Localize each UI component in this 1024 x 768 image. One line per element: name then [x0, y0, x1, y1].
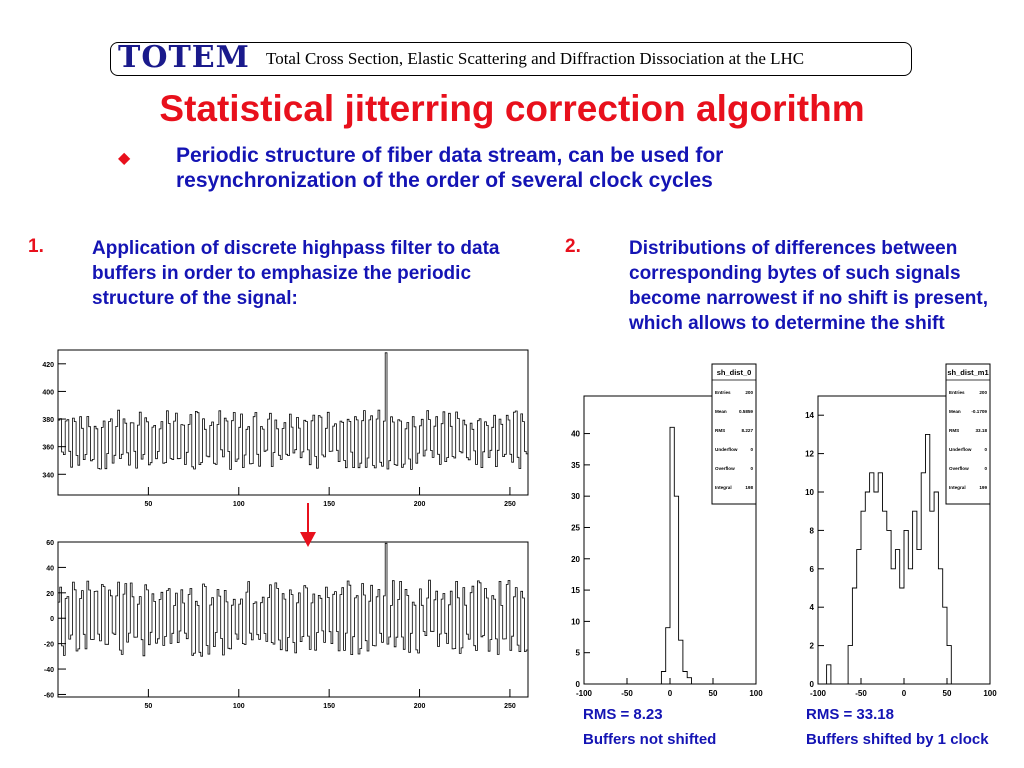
y-tick-label: 20: [571, 554, 580, 564]
stats-key: Mean: [715, 409, 727, 414]
x-tick-label: 100: [983, 689, 997, 698]
item-1-text: Application of discrete highpass filter to data buffers in order to emphasize the periodic structure of the signal:: [92, 238, 500, 309]
stats-key: Underflow: [715, 447, 738, 452]
item-2-number: 2.: [565, 236, 581, 257]
stats-value: 0: [750, 447, 753, 452]
x-tick-label: 100: [749, 689, 763, 698]
stats-title: sh_dist_0: [716, 368, 752, 377]
y-tick-label: 4: [809, 603, 814, 613]
diamond-bullet-icon: ◆: [118, 150, 131, 167]
y-tick-label: 0: [809, 680, 814, 689]
header-subtitle: Total Cross Section, Elastic Scattering and Diffraction Dissociation at the LHC: [266, 49, 805, 68]
x-tick-label: 150: [323, 501, 335, 508]
x-tick-label: 250: [504, 501, 516, 508]
y-tick-label: 10: [571, 617, 580, 627]
x-tick-label: 100: [232, 501, 245, 508]
right-rms-caption: RMS = 33.18: [806, 706, 894, 723]
stats-key: Entries: [715, 390, 731, 395]
stats-key: Integral: [715, 485, 732, 490]
histogram-shifted: [796, 362, 1016, 702]
right-desc-caption: Buffers shifted by 1 clock: [806, 731, 989, 748]
y-tick-label: 340: [42, 472, 54, 480]
stats-key: Integral: [949, 485, 966, 490]
stats-value: 200: [979, 390, 987, 395]
stats-value: 200: [745, 390, 753, 395]
stats-box: [712, 364, 756, 504]
y-tick-label: -40: [43, 667, 54, 675]
item-1-number: 1.: [28, 236, 44, 257]
x-tick-label: 200: [413, 703, 426, 710]
x-tick-label: -50: [621, 689, 633, 698]
x-tick-label: 0: [901, 689, 907, 698]
y-tick-label: 380: [42, 417, 54, 425]
stats-box: [946, 364, 990, 504]
stats-key: Mean: [949, 409, 961, 414]
y-tick-label: 40: [46, 565, 54, 573]
x-tick-label: -50: [855, 689, 867, 698]
x-tick-label: -100: [809, 689, 827, 698]
y-tick-label: 6: [809, 564, 814, 574]
stats-key: Entries: [949, 390, 965, 395]
left-desc-caption: Buffers not shifted: [583, 731, 717, 748]
y-tick-label: 10: [805, 488, 814, 497]
y-tick-label: 40: [571, 429, 580, 439]
down-arrow-icon: [296, 503, 320, 548]
y-tick-label: 0: [50, 616, 54, 624]
y-tick-label: 420: [42, 361, 54, 369]
stats-title: sh_dist_m1: [947, 368, 989, 377]
y-tick-label: 14: [805, 411, 814, 421]
stats-key: RMS: [715, 428, 726, 433]
y-tick-label: 35: [571, 460, 580, 470]
stats-key: Overflow: [715, 466, 735, 471]
x-tick-label: 250: [504, 703, 516, 710]
x-tick-label: 200: [413, 501, 426, 508]
x-tick-label: 100: [232, 703, 245, 710]
x-tick-label: 0: [667, 689, 673, 698]
y-tick-label: 0: [575, 680, 580, 689]
y-tick-label: 15: [571, 586, 580, 596]
bullet-text: Periodic structure of fiber data stream, can be used for resynchronization of the order of several clock cycles: [176, 144, 724, 192]
plot-frame: [58, 350, 528, 495]
y-tick-label: 2: [809, 641, 814, 651]
stats-key: RMS: [949, 428, 960, 433]
left-rms-caption: RMS = 8.23: [583, 706, 663, 723]
stats-value: 0: [984, 447, 987, 452]
stats-key: Underflow: [949, 447, 972, 452]
x-tick-label: 50: [942, 689, 952, 698]
x-tick-label: -100: [575, 689, 593, 698]
stats-key: Overflow: [949, 466, 969, 471]
y-tick-label: 20: [46, 590, 54, 598]
stats-value: 0: [750, 466, 753, 471]
stats-value: -0.1709: [971, 409, 987, 414]
x-tick-label: 50: [708, 689, 718, 698]
y-tick-label: 12: [805, 449, 814, 459]
totem-logo: TOTEM: [118, 40, 250, 75]
y-tick-label: 360: [42, 444, 54, 452]
item-2-text: Distributions of differences between corresponding bytes of such signals become narrowest if no shift is present, which allows to determine the shift: [629, 238, 988, 334]
y-tick-label: 5: [575, 648, 580, 658]
y-tick-label: 8: [809, 526, 814, 536]
stats-value: 198: [745, 485, 753, 490]
y-tick-label: 400: [42, 389, 54, 397]
x-tick-label: 50: [144, 703, 153, 710]
stats-value: 199: [979, 485, 987, 490]
stats-value: 0.5859: [738, 409, 753, 414]
y-tick-label: 25: [571, 523, 580, 533]
stats-value: 0: [984, 466, 987, 471]
filtered-signal-plot: [30, 538, 532, 713]
histogram-not-shifted: [562, 362, 780, 702]
y-tick-label: 60: [46, 540, 54, 547]
stats-value: 33.18: [975, 428, 987, 433]
x-tick-label: 150: [323, 703, 335, 710]
y-tick-label: 30: [571, 492, 580, 502]
y-tick-label: -20: [43, 641, 54, 649]
stats-value: 8.227: [741, 428, 753, 433]
raw-signal-plot: [30, 346, 532, 511]
y-tick-label: -60: [43, 692, 54, 700]
page-title: Statistical jitterring correction algorithm: [159, 88, 865, 129]
x-tick-label: 50: [144, 501, 153, 508]
